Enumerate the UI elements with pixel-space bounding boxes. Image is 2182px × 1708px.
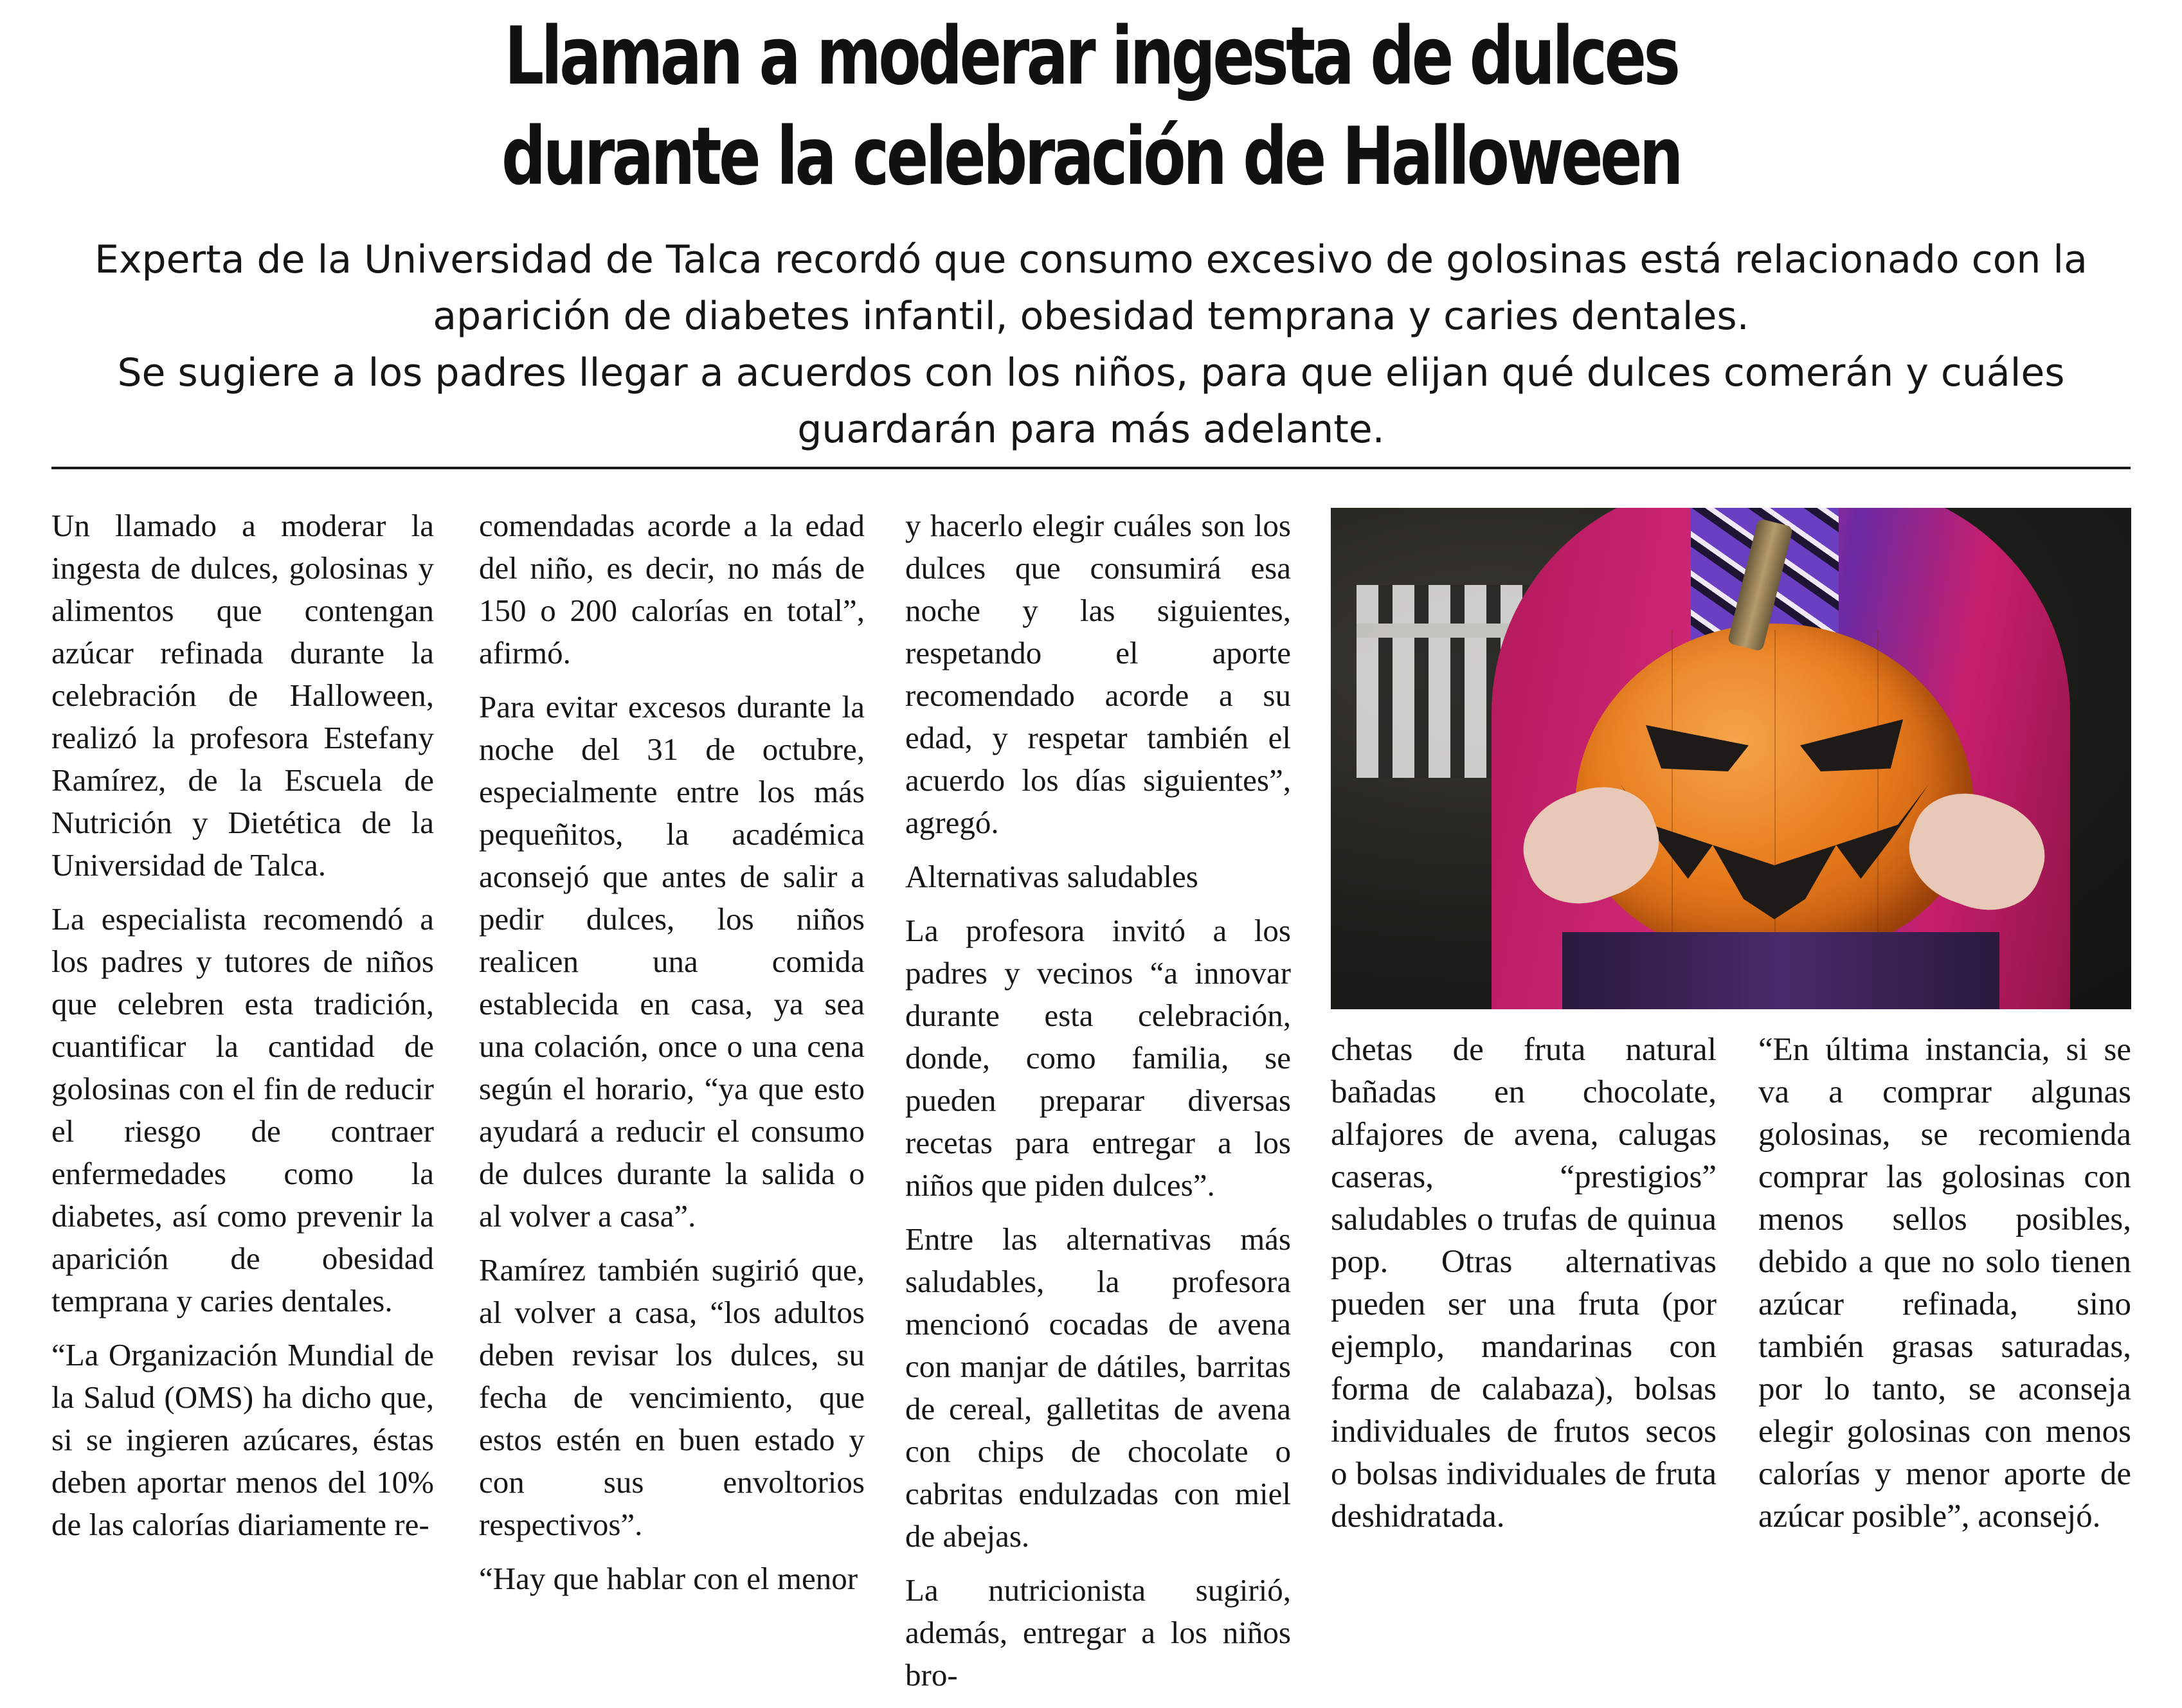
costume-skirt: [1562, 932, 1999, 1009]
section-subhead: Alternativas saludables: [905, 859, 1198, 894]
paragraph: Un llamado a moderar la ingesta de dulces, golosinas y alimentos que contengan azúcar refinada durante la celebración de Halloween, realizó la profesora Estefany Ramírez, de la Escuela de Nutrición y Dietética de la Universidad de Talca.: [51, 508, 434, 883]
pumpkin-rib: [1877, 630, 1879, 951]
column-2: [479, 505, 865, 1612]
paragraph: “En última instancia, si se va a comprar algunas golosinas, se recomienda comprar las golosinas con menos sellos posibles, debido a que no solo tienen azúcar refinada, sino también grasas saturadas, por lo tanto, se aconseja elegir golosinas con menos calorías y menor aporte de azúcar posible”, aconsejó.: [1758, 1032, 2131, 1534]
column-1: [51, 505, 434, 1558]
paragraph: Para evitar excesos durante la noche del 31 de octubre, especialmente entre los más pequeñitos, la académica aconsejó que antes de salir a pedir dulces, los niños realicen una comida establecida en casa, ya sea una colación, once o una cena según el horario, “ya que esto ayudará a reducir el consumo de dulces durante la salida o al volver a casa”.: [479, 689, 865, 1234]
separator-rule: [51, 467, 2131, 469]
paragraph: chetas de fruta natural bañadas en chocolate, alfajores de avena, calugas caseras, “prestigios” saludables o trufas de quinua pop. Otras alternativas pueden ser una fruta (por ejemplo, mandarinas con forma de calabaza), bolsas individuales de frutos secos o bolsas individuales de fruta deshidratada.: [1331, 1032, 1717, 1534]
headline: [240, 6, 1942, 207]
headline-line-2: durante la celebración de Halloween: [501, 111, 1681, 203]
pumpkin-rib: [1672, 630, 1673, 951]
paragraph: comendadas acorde a la edad del niño, es decir, no más de 150 o 200 calorías en total”, afirmó.: [479, 508, 865, 670]
deck-paragraph-1: Experta de la Universidad de Talca recordó que consumo excesivo de golosinas está relacionado con la aparición de diabetes infantil, obesidad temprana y caries dentales.: [95, 237, 2087, 339]
paragraph: Entre las alternativas más saludables, la profesora mencionó cocadas de avena con manjar de dátiles, barritas de cereal, galletitas de avena con chips de chocolate o cabritas endulzadas con miel de abejas.: [905, 1221, 1291, 1554]
column-4: [1331, 1029, 1717, 1549]
headline-line-1: Llaman a moderar ingesta de dulces: [504, 10, 1678, 103]
paragraph: “La Organización Mundial de la Salud (OMS) ha dicho que, si se ingieren azúcares, éstas deben aportar menos del 10% de las calorías diariamente re-: [51, 1337, 434, 1542]
deck-paragraph-2: Se sugiere a los padres llegar a acuerdos con los niños, para que elijan qué dulces comerán y cuáles guardarán para más adelante.: [117, 350, 2065, 452]
pumpkin-eye-left: [1646, 714, 1749, 771]
column-3: [905, 505, 1291, 1708]
column-5: [1758, 1029, 2131, 1549]
jack-o-lantern-photo: [1331, 508, 2131, 1009]
paragraph: Ramírez también sugirió que, al volver a casa, “los adultos deben revisar los dulces, su fecha de vencimiento, que estos estén en buen estado y con sus envoltorios respectivos”.: [479, 1252, 865, 1542]
pumpkin-eye-right: [1800, 714, 1903, 771]
paragraph: La especialista recomendó a los padres y tutores de niños que celebren esta tradición, cuantificar la cantidad de golosinas con el fin de reducir el riesgo de contraer enfermedades como la diabetes, así como prevenir la aparición de obesidad temprana y caries dentales.: [51, 901, 434, 1318]
paragraph: La profesora invitó a los padres y vecinos “a innovar durante esta celebración, donde, como familia, se pueden preparar diversas recetas para entregar a los niños que piden dulces”.: [905, 913, 1291, 1203]
paragraph: “Hay que hablar con el menor: [479, 1561, 858, 1596]
deck: [51, 231, 2131, 458]
paragraph: La nutricionista sugirió, además, entregar a los niños bro-: [905, 1572, 1291, 1693]
paragraph: y hacerlo elegir cuáles son los dulces que consumirá esa noche y las siguientes, respetando el aporte recomendado acorde a su edad, y respetar también el acuerdo los días siguientes”, agregó.: [905, 508, 1291, 840]
